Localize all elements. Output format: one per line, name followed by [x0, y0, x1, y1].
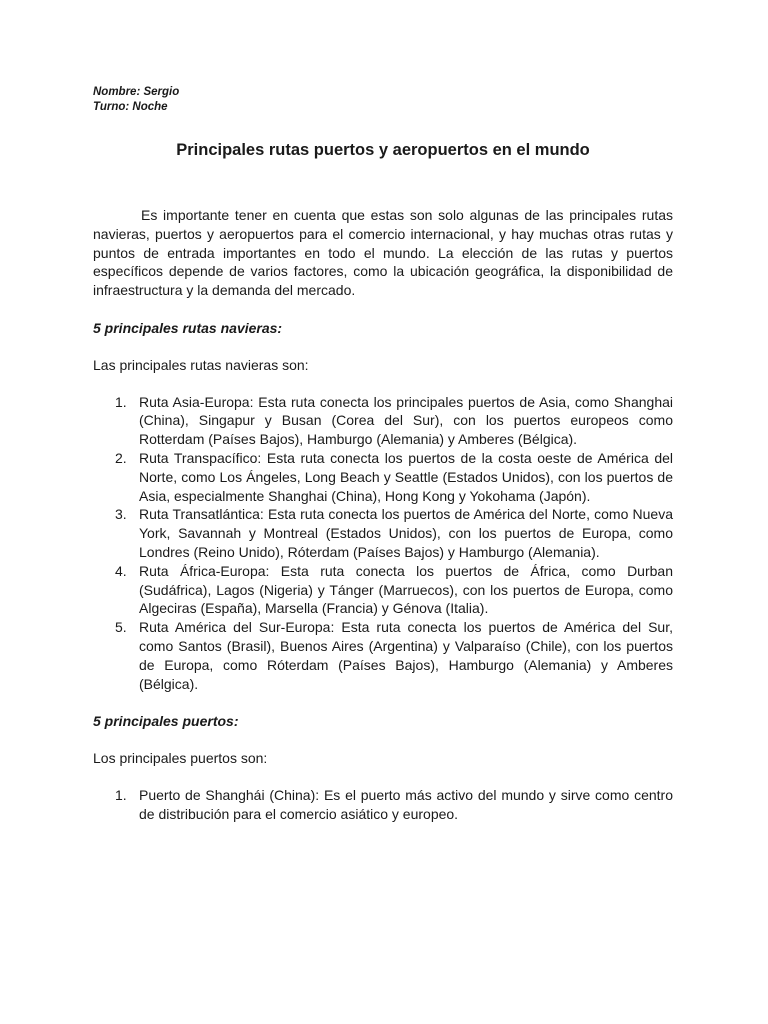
list-number: 2. — [115, 449, 127, 466]
ports-lead: Los principales puertos son: — [93, 750, 268, 767]
routes-lead: Las principales rutas navieras son: — [93, 356, 309, 373]
list-number: 3. — [115, 506, 127, 523]
list-item-text: Ruta África-Europa: Esta ruta conecta los puertos de África, como Durban (Sudáfrica), Lagos (Nigeria) y Tánger (Marruecos), con los puertos de Europa, como Algeciras (España), Marsella (Francia) y Génova (Italia). — [139, 562, 673, 617]
intro-paragraph: Es importante tener en cuenta que estas son solo algunas de las principales rutas navieras, puertos y aeropuertos para el comercio internacional, y hay muchas otras rutas y puntos de entrada importantes en todo el mundo. La elección de las rutas y puertos específicos depende de varios factores, como la ubicación geográfica, la disponibilidad de infraestructura y la demanda del mercado. — [93, 207, 673, 299]
ports-heading: 5 principales puertos: — [93, 713, 239, 730]
routes-list — [93, 393, 673, 694]
list-item-text: Puerto de Shanghái (China): Es el puerto más activo del mundo y sirve como centro de distribución para el comercio asiático y europeo. — [139, 786, 673, 822]
list-item-text: Ruta Asia-Europa: Esta ruta conecta los principales puertos de Asia, como Shanghai (China), Singapur y Busan (Corea del Sur), con los puertos europeos como Rotterdam (Países Bajos), Hamburgo (Alemania) y Amberes (Bélgica). — [139, 393, 673, 448]
list-item-text: Ruta América del Sur-Europa: Esta ruta conecta los puertos de América del Sur, como Santos (Brasil), Buenos Aires (Argentina) y Valparaíso (Chile), con los puertos de Europa, como Róterdam (Países Bajos), Hamburgo (Alemania) y Amberes (Bélgica). — [139, 619, 673, 692]
list-number: 4. — [115, 562, 127, 579]
list-item — [93, 449, 673, 505]
list-item — [93, 505, 673, 561]
document-page — [93, 85, 673, 824]
ports-list — [93, 786, 673, 824]
routes-heading: 5 principales rutas navieras: — [93, 319, 283, 336]
list-item — [93, 562, 673, 618]
shift-line: Turno: Noche — [93, 101, 168, 113]
list-item-text: Ruta Transpacífico: Esta ruta conecta los puertos de la costa oeste de América del Norte, como Los Ángeles, Long Beach y Seattle (Estados Unidos), con los puertos de Asia, especialmente Shanghai (China), Hong Kong y Yokohama (Japón). — [139, 449, 673, 504]
list-item-text: Ruta Transatlántica: Esta ruta conecta los puertos de América del Norte, como Nueva York, Savannah y Montreal (Estados Unidos), con los puertos de Europa, como Londres (Reino Unido), Róterdam (Países Bajos) y Hamburgo (Alemania). — [139, 506, 673, 560]
list-number: 1. — [115, 786, 127, 803]
list-number: 1. — [115, 393, 127, 410]
list-item — [93, 393, 673, 449]
list-item — [93, 786, 673, 824]
name-line: Nombre: Sergio — [93, 86, 180, 98]
document-title: Principales rutas puertos y aeropuertos en el mundo — [176, 141, 590, 159]
list-number: 5. — [115, 619, 127, 636]
list-item — [93, 618, 673, 693]
